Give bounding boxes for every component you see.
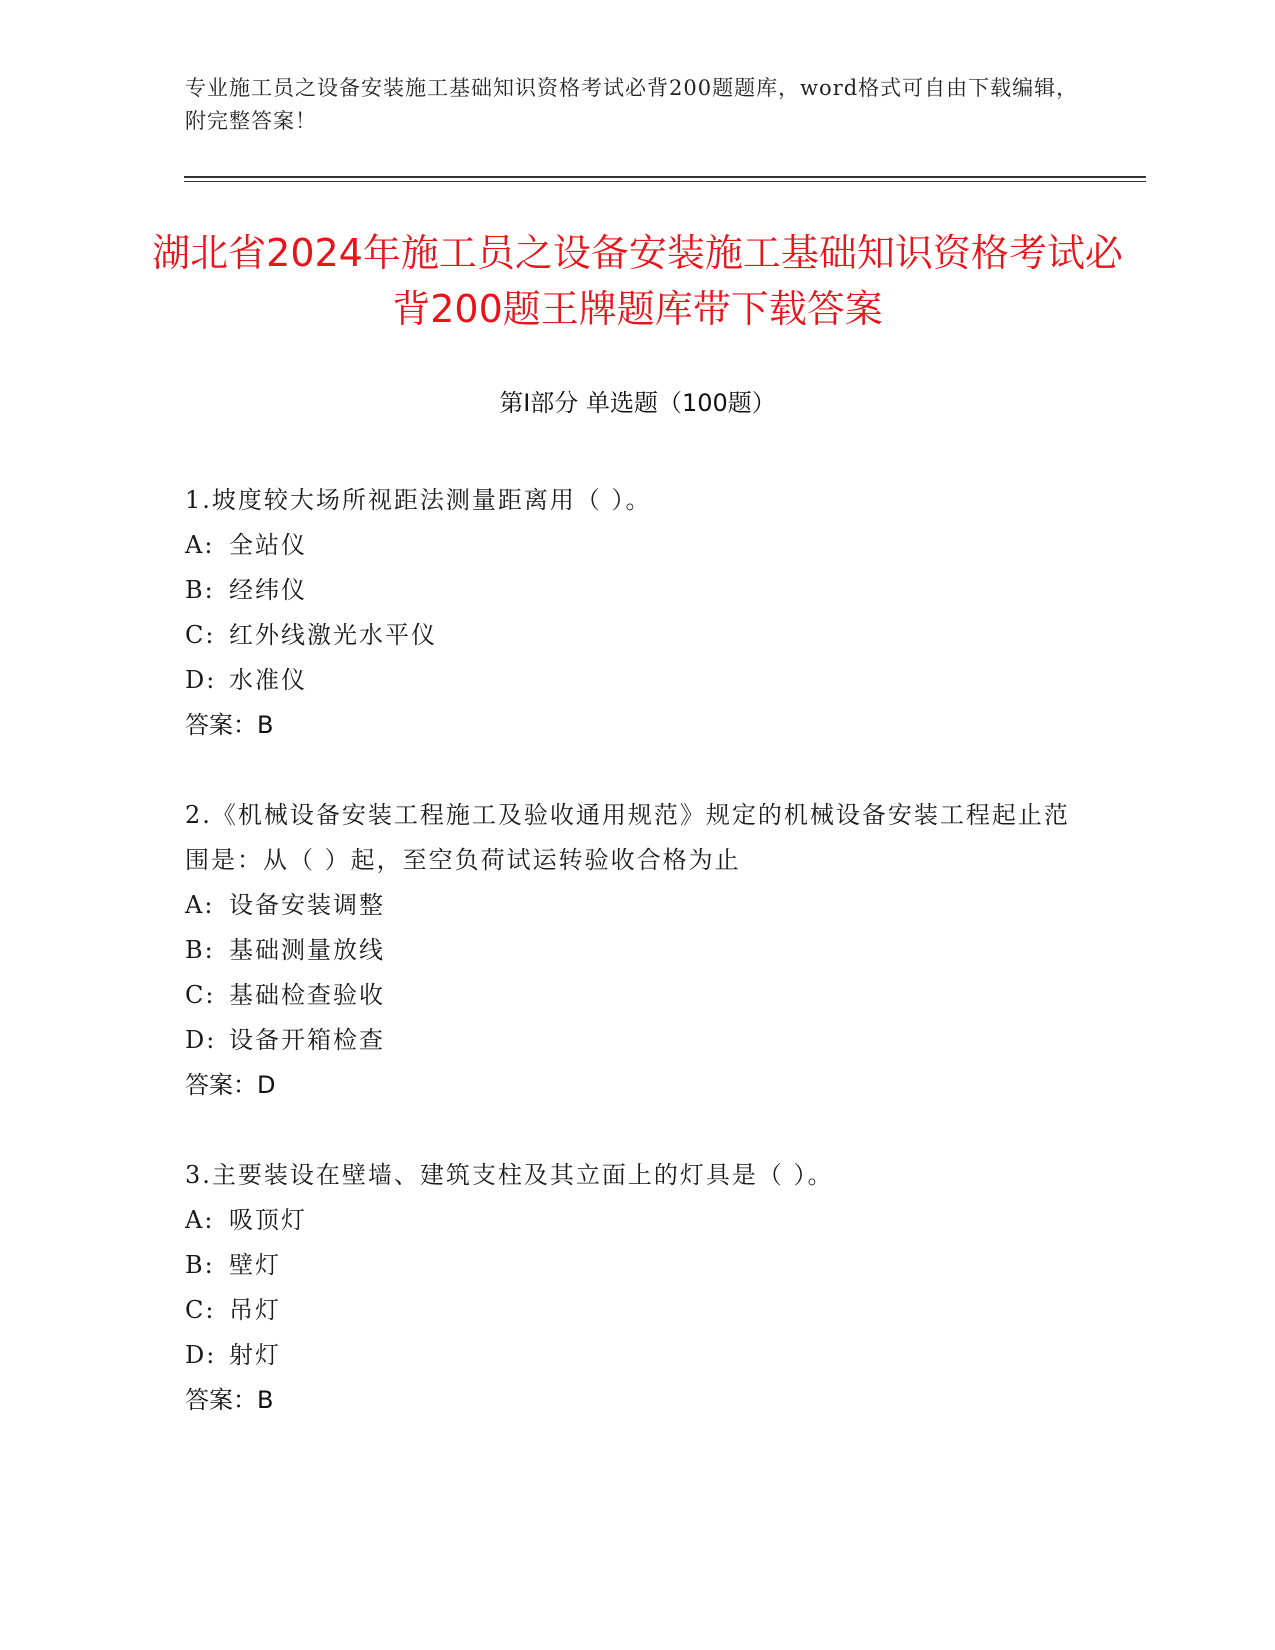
option-a: [185, 1198, 1085, 1243]
option-letter: A:: [185, 891, 215, 919]
option-letter: A:: [185, 1206, 215, 1234]
option-text: 设备安装调整: [229, 891, 385, 919]
question-stem: 2.《机械设备安装工程施工及验收通用规范》规定的机械设备安装工程起止范围是：从（ ）起，至空负荷试运转验收合格为止: [185, 801, 1070, 874]
option-c: [185, 973, 1085, 1018]
option-d: [185, 658, 1085, 703]
document-title: 湖北省2024年施工员之设备安装施工基础知识资格考试必背200题王牌题库带下载答案: [152, 231, 1123, 331]
option-letter: C:: [185, 981, 216, 1009]
question-item: [185, 793, 1085, 1108]
option-text: 全站仪: [229, 531, 307, 559]
option-text: 设备开箱检查: [229, 1026, 385, 1054]
answer-line: 答案：D: [185, 1071, 276, 1099]
question-item: [185, 1153, 1085, 1423]
option-letter: A:: [185, 531, 215, 559]
option-text: 射灯: [229, 1341, 281, 1369]
option-text: 壁灯: [229, 1251, 281, 1279]
question-item: [185, 478, 1085, 748]
answer-line: 答案：B: [185, 1386, 274, 1414]
option-letter: C:: [185, 1296, 216, 1324]
header-divider-thin: [184, 181, 1146, 182]
question-stem: 3.主要装设在壁墙、建筑支柱及其立面上的灯具是（ ）。: [185, 1161, 834, 1189]
option-text: 经纬仪: [229, 576, 307, 604]
header-divider-thick: [184, 176, 1146, 178]
option-b: [185, 928, 1085, 973]
section-title: 第I部分 单选题（100题）: [499, 389, 776, 417]
option-d: [185, 1018, 1085, 1063]
option-c: [185, 1288, 1085, 1333]
option-text: 基础测量放线: [229, 936, 385, 964]
option-a: [185, 523, 1085, 568]
option-letter: B:: [185, 936, 215, 964]
option-c: [185, 613, 1085, 658]
question-list: [185, 478, 1085, 1468]
option-letter: B:: [185, 576, 215, 604]
option-letter: D:: [185, 666, 217, 694]
option-letter: B:: [185, 1251, 215, 1279]
option-letter: C:: [185, 621, 216, 649]
option-letter: D:: [185, 1341, 217, 1369]
option-a: [185, 883, 1085, 928]
option-text: 基础检查验收: [229, 981, 385, 1009]
option-text: 红外线激光水平仪: [229, 621, 437, 649]
option-b: [185, 568, 1085, 613]
option-text: 水准仪: [229, 666, 307, 694]
option-text: 吸顶灯: [229, 1206, 307, 1234]
header-note: 专业施工员之设备安装施工基础知识资格考试必背200题题库，word格式可自由下载编辑，附完整答案！: [185, 76, 1079, 133]
option-text: 吊灯: [229, 1296, 281, 1324]
answer-line: 答案：B: [185, 711, 274, 739]
question-stem: 1.坡度较大场所视距法测量距离用（ ）。: [185, 486, 652, 514]
option-b: [185, 1243, 1085, 1288]
option-d: [185, 1333, 1085, 1378]
option-letter: D:: [185, 1026, 217, 1054]
